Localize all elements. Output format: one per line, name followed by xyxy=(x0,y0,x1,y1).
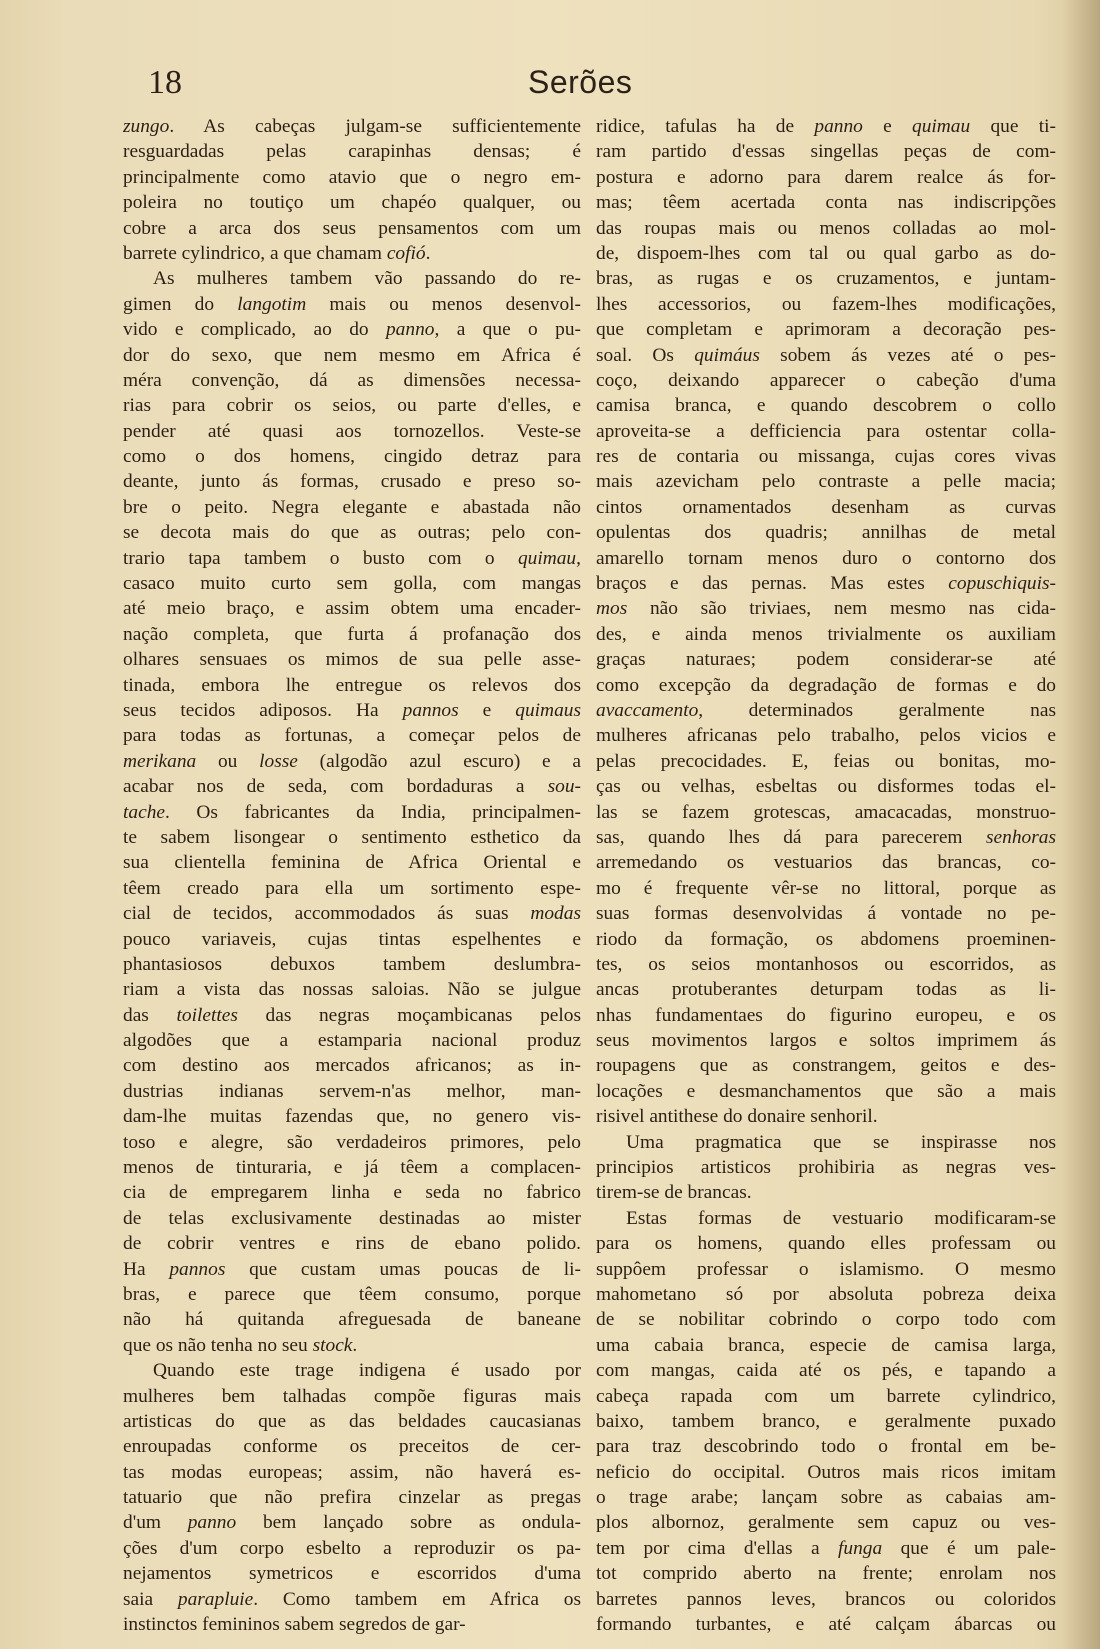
text-line: cia de empregarem linha e seda no fabrico xyxy=(123,1182,581,1204)
text-line: uma cabaia branca, especie de camisa larga, xyxy=(596,1334,1056,1356)
text-line: mas; têem acertada conta nas indiscripções xyxy=(596,192,1056,214)
text-line: mos não são triviaes, nem mesmo nas cida- xyxy=(596,598,1056,620)
text-line: bre o peito. Negra elegante e abastada não xyxy=(123,496,581,518)
text-line: se decota mais do que as outras; pelo con- xyxy=(123,522,581,544)
text-line: méra convenção, dá as dimensões necessa- xyxy=(123,369,581,391)
text-line: rias para cobrir os seios, ou parte d'elles, e xyxy=(123,395,581,417)
text-line: suas formas desenvolvidas á vontade no pe- xyxy=(596,903,1056,925)
text-line: resguardadas pelas carapinhas densas; é xyxy=(123,141,581,163)
text-line: res de contaria ou missanga, cujas cores vivas xyxy=(596,446,1056,468)
text-line: de se nobilitar cobrindo o corpo todo com xyxy=(596,1309,1056,1331)
text-line: de cobrir ventres e rins de ebano polido. xyxy=(123,1233,581,1255)
text-line: amarello tornam menos duro o contorno dos xyxy=(596,547,1056,569)
text-line: barrete cylindrico, a que chamam cofió. xyxy=(123,242,431,264)
text-line: As mulheres tambem vão passando do re- xyxy=(153,268,581,290)
running-title: Serões xyxy=(528,64,633,100)
text-line: nação completa, que furta á profanação dos xyxy=(123,623,581,645)
text-line: principios artisticos prohibiria as negras ves- xyxy=(596,1157,1056,1179)
text-line: dustrias indianas servem-n'as melhor, man- xyxy=(123,1080,581,1102)
text-line: tatuario que não prefira cinzelar as pregas xyxy=(123,1487,581,1509)
text-line: Quando este trage indigena é usado por xyxy=(153,1360,581,1382)
text-line: baixo, tambem branco, e geralmente puxado xyxy=(596,1410,1056,1432)
text-line: Ha pannos que custam umas poucas de li- xyxy=(123,1258,581,1280)
text-line: dam-lhe muitas fazendas que, no genero vis- xyxy=(123,1106,581,1128)
text-line: com destino aos mercados africanos; as in- xyxy=(123,1055,581,1077)
text-column-left xyxy=(123,114,581,1637)
text-line: como o dos homens, cingido detraz para xyxy=(123,446,581,468)
text-line: nhas fundamentaes do figurino europeu, e os xyxy=(596,1004,1056,1026)
text-line: braços e das pernas. Mas estes copuschiquis- xyxy=(596,573,1056,595)
text-line: mulheres bem talhadas compõe figuras mais xyxy=(123,1385,581,1407)
text-line: tes, os seios montanhosos ou escorridos, as xyxy=(596,953,1056,975)
text-line: des, e ainda menos trivialmente os auxiliam xyxy=(596,623,1056,645)
text-line: têem creado para ella um sortimento espe- xyxy=(123,877,581,899)
text-line: não há quitanda afreguesada de baneane xyxy=(123,1309,581,1331)
text-line: locações e desmanchamentos que são a mais xyxy=(596,1080,1056,1102)
text-line: seus movimentos largos e soltos imprimem ás xyxy=(596,1030,1056,1052)
text-line: trario tapa tambem o busto com o quimau, xyxy=(123,547,581,569)
text-line: cobre a arca dos seus pensamentos com um xyxy=(123,217,581,239)
text-line: toso e alegre, são verdadeiros primores, pelo xyxy=(123,1131,581,1153)
text-line: das roupas mais ou menos colladas ao mol- xyxy=(596,217,1056,239)
text-line: mulheres africanas pelo trabalho, pelos vicios e xyxy=(596,725,1056,747)
text-line: merikana ou losse (algodão azul escuro) e a xyxy=(123,750,581,772)
text-line: cabeça rapada com um barrete cylindrico, xyxy=(596,1385,1056,1407)
text-line: artisticas do que as das beldades caucasianas xyxy=(123,1410,581,1432)
text-line: avaccamento, determinados geralmente nas xyxy=(596,699,1056,721)
text-line: o trage arabe; lançam sobre as cabaias am- xyxy=(596,1487,1056,1509)
text-line: que completam e aprimoram a decoração pes- xyxy=(596,319,1056,341)
text-line: d'um panno bem lançado sobre as ondula- xyxy=(123,1512,581,1534)
text-line: acabar nos de seda, com bordaduras a sou- xyxy=(123,776,581,798)
text-line: pender até quasi aos tornozellos. Veste-se xyxy=(123,420,581,442)
text-line: olhares sensuaes os mimos de sua pelle asse- xyxy=(123,649,581,671)
text-line: pelas precocidades. E, feias ou bonitas, mo- xyxy=(596,750,1056,772)
text-line: nejamentos symetricos e escorridos d'uma xyxy=(123,1563,581,1585)
text-line: bras, e parece que têem consumo, porque xyxy=(123,1283,581,1305)
text-line: ças ou velhas, esbeltas ou disformes todas el- xyxy=(596,776,1056,798)
text-line: para traz descobrindo todo o frontal em be- xyxy=(596,1436,1056,1458)
text-line: que os não tenha no seu stock. xyxy=(123,1334,358,1356)
text-line: casaco muito curto sem golla, com mangas xyxy=(123,573,581,595)
text-line: tache. Os fabricantes da India, principalmen- xyxy=(123,801,581,823)
text-line: roupagens que as constrangem, geitos e des- xyxy=(596,1055,1056,1077)
text-line: las se fazem grotescas, amacacadas, monstruo- xyxy=(596,801,1056,823)
text-line: de, dispoem-lhes com tal ou qual garbo as do- xyxy=(596,242,1056,264)
text-line: Uma pragmatica que se inspirasse nos xyxy=(626,1131,1056,1153)
text-line: graças naturaes; podem considerar-se até xyxy=(596,649,1056,671)
text-line: com mangas, caida até os pés, e tapando a xyxy=(596,1360,1056,1382)
text-line: zungo. As cabeças julgam-se sufficientemente xyxy=(123,116,581,137)
text-line: deante, junto ás formas, crusado e preso so- xyxy=(123,471,581,493)
text-line: ancas protuberantes deturpam todas as li- xyxy=(596,979,1056,1001)
text-line: das toilettes das negras moçambicanas pelos xyxy=(123,1004,581,1026)
text-line: Estas formas de vestuario modificaram-se xyxy=(626,1207,1056,1229)
page-header xyxy=(148,64,1048,110)
text-line: formando turbantes, e até calçam ábarcas ou xyxy=(596,1614,1056,1636)
text-line: neficio do occipital. Outros mais ricos imitam xyxy=(596,1461,1056,1483)
text-line: gimen do langotim mais ou menos desenvol- xyxy=(123,293,581,315)
text-line: mo é frequente vêr-se no littoral, porque as xyxy=(596,877,1056,899)
text-line: pouco variaveis, cujas tintas espelhentes e xyxy=(123,928,581,950)
text-line: tem por cima d'ellas a funga que é um pale- xyxy=(596,1537,1056,1559)
text-line: vido e complicado, ao do panno, a que o pu- xyxy=(123,319,581,341)
text-line: saia parapluie. Como tambem em Africa os xyxy=(123,1588,581,1610)
text-line: barretes pannos leves, brancos ou coloridos xyxy=(596,1588,1056,1610)
text-line: para os homens, quando elles professam ou xyxy=(596,1233,1056,1255)
text-line: suppôem professar o islamismo. O mesmo xyxy=(596,1258,1056,1280)
text-line: mais azevicham pelo contraste a pelle macia; xyxy=(596,471,1056,493)
text-line: como excepção da degradação de formas e do xyxy=(596,674,1056,696)
page-edge-shadow xyxy=(1062,0,1100,1649)
text-line: lhes accessorios, ou fazem-lhes modificações, xyxy=(596,293,1056,315)
text-line: enroupadas conforme os preceitos de cer- xyxy=(123,1436,581,1458)
text-line: tinada, embora lhe entregue os relevos dos xyxy=(123,674,581,696)
text-line: sua clientella feminina de Africa Oriental e xyxy=(123,852,581,874)
text-column-right xyxy=(596,114,1056,1637)
text-line: postura e adorno para darem realce ás for- xyxy=(596,166,1056,188)
text-line: soal. Os quimáus sobem ás vezes até o pes- xyxy=(596,344,1056,366)
page-number: 18 xyxy=(148,64,182,101)
text-line: ram partido d'essas singellas peças de com- xyxy=(596,141,1056,163)
text-line: coço, deixando apparecer o cabeção d'uma xyxy=(596,369,1056,391)
text-line: riodo da formação, os abdomens proeminen- xyxy=(596,928,1056,950)
text-line: camisa branca, e quando descobrem o collo xyxy=(596,395,1056,417)
text-line: risivel antithese do donaire senhoril. xyxy=(596,1106,878,1128)
text-line: bras, as rugas e os cruzamentos, e juntam- xyxy=(596,268,1056,290)
text-line: ridice, tafulas ha de panno e quimau que ti- xyxy=(596,116,1056,137)
text-line: phantasiosos debuxos tambem deslumbra- xyxy=(123,953,581,975)
text-line: ções d'um corpo esbelto a reproduzir os pa- xyxy=(123,1537,581,1559)
text-line: cial de tecidos, accommodados ás suas modas xyxy=(123,903,581,925)
text-line: até meio braço, e assim obtem uma encader- xyxy=(123,598,581,620)
text-line: arremedando os vestuarios das brancas, co- xyxy=(596,852,1056,874)
text-line: principalmente como atavio que o negro em- xyxy=(123,166,581,188)
text-line: opulentas dos quadris; annilhas de metal xyxy=(596,522,1056,544)
text-line: instinctos femininos sabem segredos de gar- xyxy=(123,1614,466,1636)
text-line: tot comprido aberto na frente; enrolam nos xyxy=(596,1563,1056,1585)
text-line: sas, quando lhes dá para parecerem senhoras xyxy=(596,826,1056,848)
text-line: para todas as fortunas, a começar pelos de xyxy=(123,725,581,747)
text-line: cintos ornamentados desenham as curvas xyxy=(596,496,1056,518)
text-line: tas modas europeas; assim, não haverá es- xyxy=(123,1461,581,1483)
text-line: tirem-se de brancas. xyxy=(596,1182,752,1204)
text-line: seus tecidos adiposos. Ha pannos e quimaus xyxy=(123,699,581,721)
text-line: aproveita-se a defficiencia para ostentar colla- xyxy=(596,420,1056,442)
text-line: dor do sexo, que nem mesmo em Africa é xyxy=(123,344,581,366)
text-line: menos de tinturaria, e já têem a complacen- xyxy=(123,1157,581,1179)
text-line: algodões que a estamparia nacional produz xyxy=(123,1030,581,1052)
text-line: te sabem lisongear o sentimento esthetico da xyxy=(123,826,581,848)
text-line: mahometano só por absoluta pobreza deixa xyxy=(596,1283,1056,1305)
text-line: de telas exclusivamente destinadas ao mister xyxy=(123,1207,581,1229)
text-line: plos albornoz, geralmente sem capuz ou ves- xyxy=(596,1512,1056,1534)
text-line: poleira no toutiço um chapéo qualquer, ou xyxy=(123,192,581,214)
text-line: riam a vista das nossas saloias. Não se julgue xyxy=(123,979,581,1001)
